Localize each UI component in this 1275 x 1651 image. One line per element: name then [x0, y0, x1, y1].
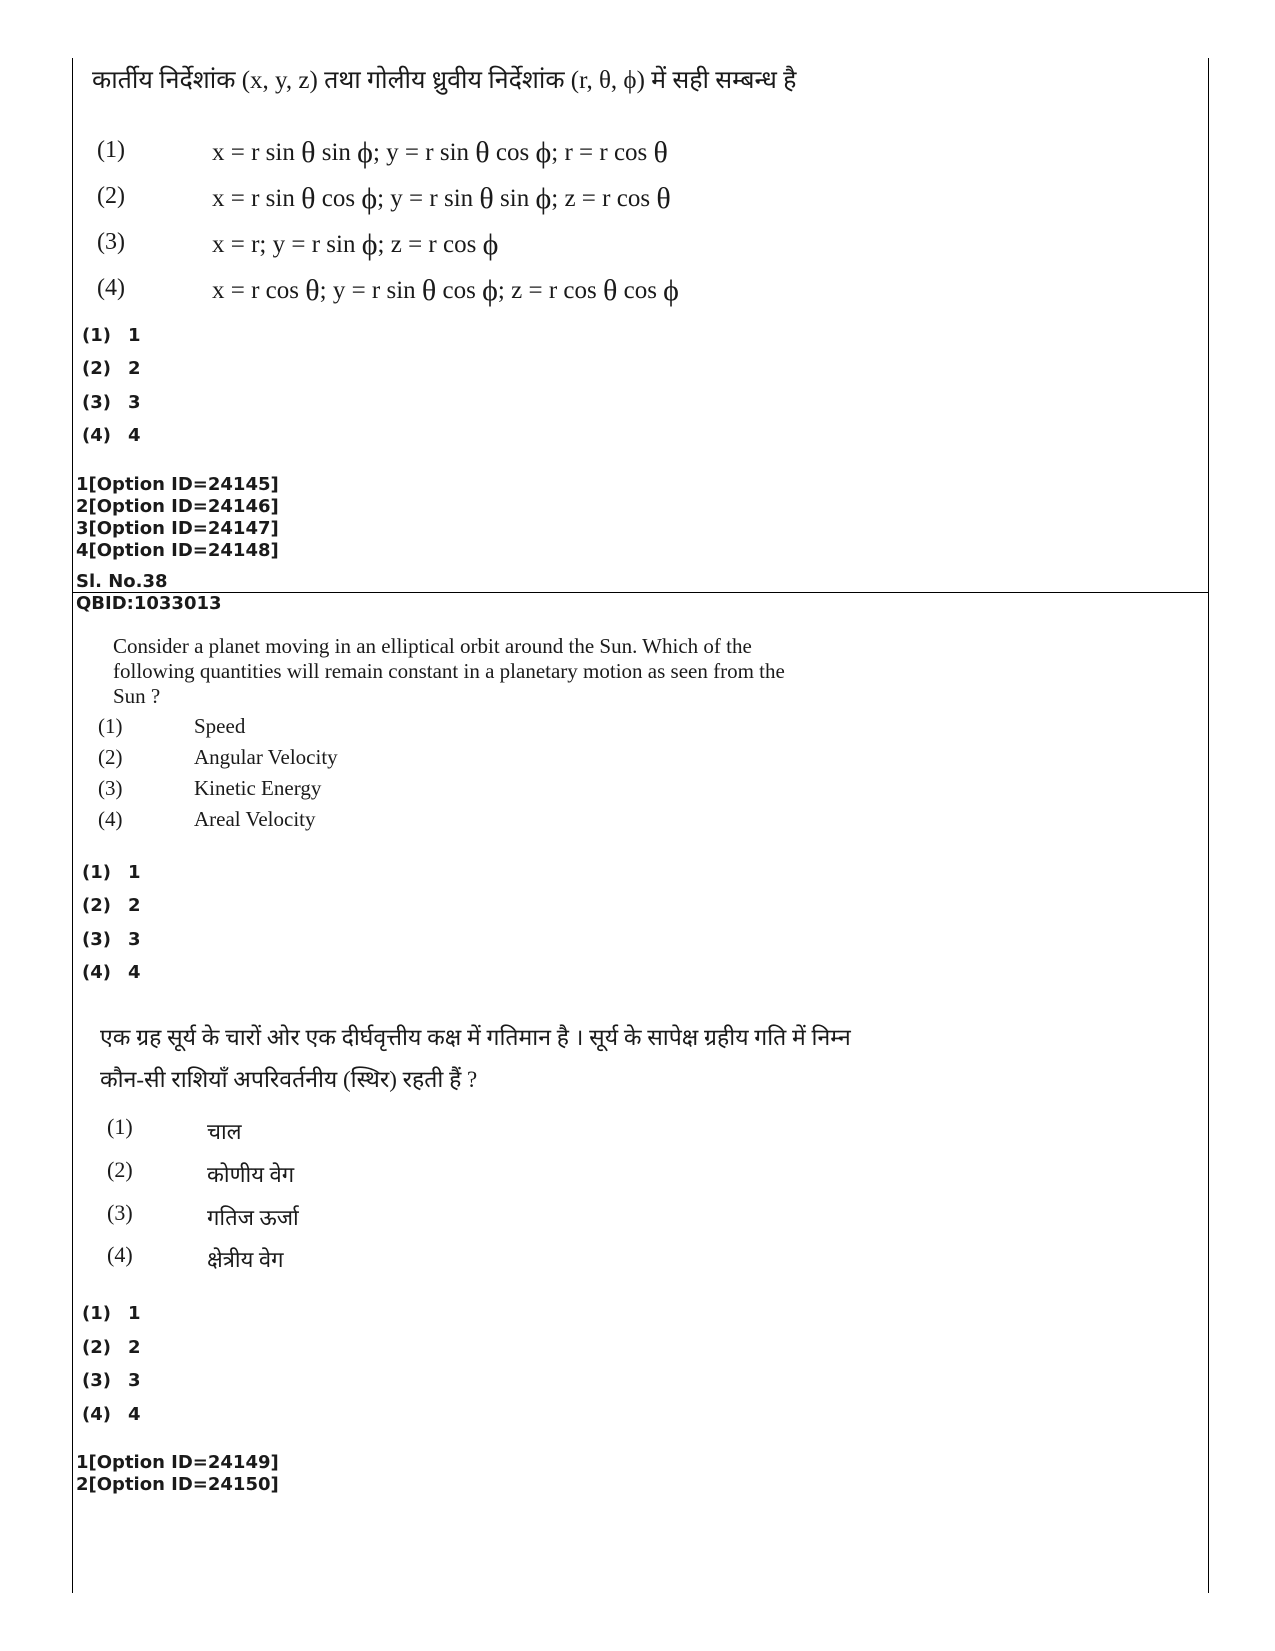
theta-symbol: θ [301, 136, 316, 169]
q38-hindi-question-line: एक ग्रह सूर्य के चारों ओर एक दीर्घवृत्तीय कक्ष में गतिमान है । सूर्य के सापेक्ष ग्रहीय गति में निम्न [100, 1025, 851, 1050]
equation-text: sin [493, 185, 536, 212]
phi-symbol: ϕ [357, 136, 373, 169]
equation-text: ; y = r sin [372, 139, 476, 166]
q38-option-ids [76, 1452, 279, 1496]
theta-symbol: θ [421, 274, 437, 307]
question-line: following quantities will remain constant in a planetary motion as seen from the [113, 659, 785, 683]
option-id: 3[Option ID=24147] [76, 518, 279, 539]
q38-hindi-question-line: कौन-सी राशियाँ अपरिवर्तनीय (स्थिर) रहती हैं ? [100, 1067, 478, 1092]
answer-choice[interactable]: (3) 3 [82, 1370, 141, 1391]
theta-symbol: θ [305, 274, 320, 307]
option-text: Angular Velocity [194, 745, 338, 769]
theta-symbol: θ [301, 182, 316, 215]
answer-choice[interactable]: (4) 4 [82, 962, 141, 983]
answer-choice[interactable]: (3) 3 [82, 392, 141, 413]
option-num: (4) [98, 807, 123, 831]
qbid: QBID:1033013 [76, 593, 222, 614]
answer-choice[interactable]: (3) 3 [82, 929, 141, 950]
phi-symbol: ϕ [535, 182, 552, 215]
option-id: 1[Option ID=24145] [76, 474, 279, 495]
equation-text: ; y = r sin [319, 277, 422, 304]
theta-symbol: θ [602, 274, 618, 307]
q37-option-2-equation [212, 182, 671, 216]
answer-choice[interactable]: (4) 4 [82, 1404, 141, 1425]
theta-symbol: θ [479, 182, 494, 215]
option-num: (2) [107, 1157, 133, 1182]
option-num: (2) [98, 745, 123, 769]
equation-text: x = r cos [212, 277, 306, 304]
q37-option-3-equation [212, 228, 498, 262]
q38-meta [76, 571, 222, 615]
option-id: 2[Option ID=24146] [76, 496, 279, 517]
equation-text: ; z = r cos [377, 231, 483, 258]
option-text: Areal Velocity [194, 807, 316, 831]
question-separator [72, 592, 1209, 593]
answer-choice[interactable]: (2) 2 [82, 895, 141, 916]
option-text: गतिज ऊर्जा [207, 1205, 299, 1230]
equation-text: ; z = r cos [497, 277, 603, 304]
q37-option-num: (1) [97, 137, 125, 163]
question-line: Consider a planet moving in an elliptical orbit around the Sun. Which of the [113, 634, 752, 658]
equation-text: cos [617, 277, 664, 304]
option-text: कोणीय वेग [207, 1162, 295, 1187]
option-text: क्षेत्रीय वेग [207, 1247, 284, 1272]
phi-symbol: ϕ [482, 274, 498, 307]
theta-symbol: θ [475, 136, 490, 169]
question-line: Sun ? [113, 684, 161, 708]
page-border-right [1208, 58, 1209, 1593]
equation-text: x = r sin [212, 139, 302, 166]
option-num: (4) [107, 1242, 133, 1267]
q37-option-1-equation [212, 136, 668, 170]
q37-option-num: (3) [97, 229, 125, 255]
q37-option-4-equation [212, 274, 679, 308]
phi-symbol: ϕ [535, 136, 552, 169]
phi-symbol: ϕ [361, 228, 378, 261]
option-text: चाल [207, 1119, 242, 1144]
option-num: (1) [98, 714, 123, 738]
equation-text: x = r sin [212, 185, 302, 212]
option-num: (3) [107, 1200, 133, 1225]
answer-choice[interactable]: (1) 1 [82, 325, 141, 346]
theta-symbol: θ [656, 182, 671, 215]
phi-symbol: ϕ [482, 228, 499, 261]
q37-hindi-question: कार्तीय निर्देशांक (x, y, z) तथा गोलीय ध्रुवीय निर्देशांक (r, θ, ϕ) में सही सम्बन्ध है [92, 67, 797, 94]
option-text: Kinetic Energy [194, 776, 322, 800]
option-id: 4[Option ID=24148] [76, 540, 279, 561]
page-border-left [72, 58, 73, 1593]
option-text: Speed [194, 714, 246, 738]
serial-number: Sl. No.38 [76, 571, 168, 592]
answer-choice[interactable]: (1) 1 [82, 1303, 141, 1324]
option-id: 2[Option ID=24150] [76, 1474, 279, 1495]
equation-text: ; r = r cos [551, 139, 654, 166]
phi-symbol: ϕ [663, 274, 679, 307]
answer-choice[interactable]: (1) 1 [82, 862, 141, 883]
equation-text: cos [315, 185, 362, 212]
theta-symbol: θ [653, 136, 668, 169]
equation-text: cos [436, 277, 483, 304]
answer-choice[interactable]: (2) 2 [82, 1337, 141, 1358]
equation-text: cos [489, 139, 536, 166]
q37-option-ids [76, 474, 279, 562]
option-num: (3) [98, 776, 123, 800]
q37-option-num: (2) [97, 183, 125, 209]
q38-english-question [113, 634, 785, 709]
option-num: (1) [107, 1114, 133, 1139]
q37-option-num: (4) [97, 275, 125, 301]
equation-text: sin [315, 139, 358, 166]
equation-text: x = r; y = r sin [212, 231, 362, 258]
answer-choice[interactable]: (2) 2 [82, 358, 141, 379]
equation-text: ; y = r sin [377, 185, 480, 212]
equation-text: ; z = r cos [551, 185, 657, 212]
answer-choice[interactable]: (4) 4 [82, 425, 141, 446]
phi-symbol: ϕ [361, 182, 378, 215]
option-id: 1[Option ID=24149] [76, 1452, 279, 1473]
